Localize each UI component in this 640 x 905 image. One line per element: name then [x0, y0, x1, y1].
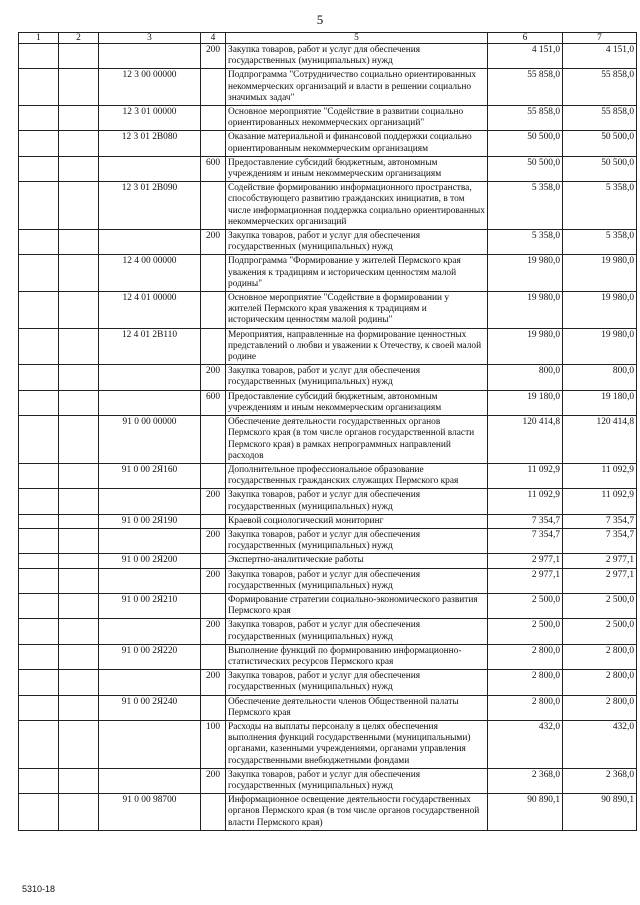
cell-description: Закупка товаров, работ и услуг для обеспечения государственных (муниципальных) нужд	[226, 44, 488, 69]
cell-section	[19, 255, 59, 292]
table-row	[19, 365, 637, 390]
cell-expense-type: 200	[201, 768, 226, 793]
column-header: 7	[563, 33, 637, 44]
cell-section	[19, 156, 59, 181]
cell-expense-type	[201, 695, 226, 720]
table-row	[19, 230, 637, 255]
cell-subsection	[59, 528, 99, 553]
cell-subsection	[59, 768, 99, 793]
cell-amount-year-1: 5 358,0	[488, 182, 563, 230]
cell-amount-year-1: 2 977,1	[488, 554, 563, 568]
page-number: 5	[316, 12, 324, 27]
cell-target-article	[99, 489, 201, 514]
table-row	[19, 670, 637, 695]
cell-description: Закупка товаров, работ и услуг для обеспечения государственных (муниципальных) нужд	[226, 768, 488, 793]
table-row	[19, 416, 637, 464]
table-row	[19, 106, 637, 131]
cell-target-article: 91 0 00 98700	[99, 794, 201, 831]
table-row	[19, 156, 637, 181]
cell-subsection	[59, 593, 99, 618]
cell-subsection	[59, 255, 99, 292]
table-row	[19, 554, 637, 568]
cell-expense-type	[201, 182, 226, 230]
cell-expense-type	[201, 255, 226, 292]
cell-expense-type	[201, 131, 226, 156]
cell-description: Краевой социологический мониторинг	[226, 514, 488, 528]
cell-amount-year-1: 19 980,0	[488, 292, 563, 329]
cell-section	[19, 593, 59, 618]
table-header-row	[19, 33, 637, 44]
cell-description: Информационное освещение деятельности государственных органов Пермского края (в том числе органов государственной власти Пермского края)	[226, 794, 488, 831]
cell-section	[19, 292, 59, 329]
cell-expense-type	[201, 463, 226, 488]
cell-description: Дополнительное профессиональное образование государственных гражданских служащих Пермского края	[226, 463, 488, 488]
cell-target-article	[99, 720, 201, 768]
cell-description: Закупка товаров, работ и услуг для обеспечения государственных (муниципальных) нужд	[226, 619, 488, 644]
cell-target-article	[99, 768, 201, 793]
table-row	[19, 390, 637, 415]
cell-amount-year-2: 432,0	[563, 720, 637, 768]
cell-amount-year-1: 7 354,7	[488, 514, 563, 528]
cell-amount-year-2: 19 980,0	[563, 328, 637, 365]
cell-amount-year-1: 2 800,0	[488, 670, 563, 695]
cell-description: Основное мероприятие "Содействие в формировании у жителей Пермского края уважения к традициям и историческим ценностям малой родины"	[226, 292, 488, 329]
cell-section	[19, 695, 59, 720]
cell-target-article: 91 0 00 2Я220	[99, 644, 201, 669]
cell-amount-year-1: 2 800,0	[488, 644, 563, 669]
cell-expense-type: 200	[201, 489, 226, 514]
cell-description: Обеспечение деятельности государственных органов Пермского края (в том числе органов государственной власти Пермского края) в рамках непрограммных направлений расходов	[226, 416, 488, 464]
table-row	[19, 489, 637, 514]
column-header: 5	[226, 33, 488, 44]
cell-amount-year-2: 2 977,1	[563, 568, 637, 593]
cell-subsection	[59, 720, 99, 768]
cell-section	[19, 106, 59, 131]
cell-amount-year-2: 120 414,8	[563, 416, 637, 464]
cell-amount-year-1: 19 980,0	[488, 328, 563, 365]
cell-expense-type	[201, 514, 226, 528]
cell-amount-year-1: 7 354,7	[488, 528, 563, 553]
cell-subsection	[59, 230, 99, 255]
cell-amount-year-1: 120 414,8	[488, 416, 563, 464]
cell-amount-year-2: 5 358,0	[563, 230, 637, 255]
cell-subsection	[59, 292, 99, 329]
cell-amount-year-1: 2 977,1	[488, 568, 563, 593]
cell-subsection	[59, 489, 99, 514]
cell-subsection	[59, 670, 99, 695]
cell-subsection	[59, 568, 99, 593]
table-row	[19, 528, 637, 553]
cell-description: Подпрограмма "Формирование у жителей Пермского края уважения к традициям и историческим ценностям малой родины"	[226, 255, 488, 292]
cell-amount-year-1: 2 500,0	[488, 593, 563, 618]
cell-target-article: 91 0 00 2Я240	[99, 695, 201, 720]
cell-section	[19, 69, 59, 106]
cell-target-article	[99, 230, 201, 255]
column-header: 6	[488, 33, 563, 44]
cell-section	[19, 365, 59, 390]
cell-section	[19, 514, 59, 528]
cell-section	[19, 720, 59, 768]
cell-subsection	[59, 554, 99, 568]
cell-section	[19, 644, 59, 669]
cell-amount-year-1: 90 890,1	[488, 794, 563, 831]
cell-expense-type	[201, 593, 226, 618]
cell-target-article	[99, 156, 201, 181]
cell-expense-type	[201, 328, 226, 365]
cell-section	[19, 44, 59, 69]
cell-amount-year-1: 19 180,0	[488, 390, 563, 415]
cell-subsection	[59, 365, 99, 390]
cell-subsection	[59, 619, 99, 644]
cell-section	[19, 489, 59, 514]
cell-subsection	[59, 514, 99, 528]
cell-expense-type: 600	[201, 156, 226, 181]
cell-subsection	[59, 463, 99, 488]
cell-target-article: 12 3 01 2В080	[99, 131, 201, 156]
cell-subsection	[59, 106, 99, 131]
table-row	[19, 328, 637, 365]
budget-table	[18, 32, 637, 831]
column-header: 2	[59, 33, 99, 44]
table-row	[19, 568, 637, 593]
cell-target-article: 12 3 01 00000	[99, 106, 201, 131]
cell-description: Закупка товаров, работ и услуг для обеспечения государственных (муниципальных) нужд	[226, 365, 488, 390]
cell-target-article	[99, 619, 201, 644]
cell-description: Закупка товаров, работ и услуг для обеспечения государственных (муниципальных) нужд	[226, 489, 488, 514]
cell-section	[19, 794, 59, 831]
cell-section	[19, 230, 59, 255]
cell-amount-year-1: 432,0	[488, 720, 563, 768]
cell-section	[19, 390, 59, 415]
cell-description: Формирование стратегии социально-экономического развития Пермского края	[226, 593, 488, 618]
cell-target-article	[99, 44, 201, 69]
column-header: 3	[99, 33, 201, 44]
cell-amount-year-2: 7 354,7	[563, 528, 637, 553]
cell-amount-year-1: 800,0	[488, 365, 563, 390]
cell-expense-type: 200	[201, 568, 226, 593]
table-row	[19, 619, 637, 644]
cell-amount-year-2: 5 358,0	[563, 182, 637, 230]
cell-expense-type	[201, 644, 226, 669]
cell-amount-year-1: 11 092,9	[488, 489, 563, 514]
cell-expense-type: 200	[201, 619, 226, 644]
cell-expense-type: 200	[201, 230, 226, 255]
cell-target-article: 91 0 00 2Я200	[99, 554, 201, 568]
cell-amount-year-2: 7 354,7	[563, 514, 637, 528]
cell-amount-year-2: 50 500,0	[563, 131, 637, 156]
cell-section	[19, 463, 59, 488]
cell-amount-year-2: 2 800,0	[563, 644, 637, 669]
table-row	[19, 44, 637, 69]
table-row	[19, 292, 637, 329]
cell-amount-year-1: 2 500,0	[488, 619, 563, 644]
cell-amount-year-2: 2 977,1	[563, 554, 637, 568]
table-row	[19, 131, 637, 156]
cell-target-article: 91 0 00 2Я190	[99, 514, 201, 528]
cell-description: Основное мероприятие "Содействие в развитии социально ориентированных некоммерческих организаций"	[226, 106, 488, 131]
cell-target-article	[99, 568, 201, 593]
cell-target-article: 12 3 00 00000	[99, 69, 201, 106]
table-row	[19, 768, 637, 793]
cell-section	[19, 528, 59, 553]
cell-amount-year-2: 2 800,0	[563, 695, 637, 720]
cell-amount-year-2: 2 500,0	[563, 619, 637, 644]
cell-expense-type: 100	[201, 720, 226, 768]
cell-subsection	[59, 794, 99, 831]
cell-target-article	[99, 390, 201, 415]
cell-amount-year-2: 2 500,0	[563, 593, 637, 618]
table-row	[19, 720, 637, 768]
cell-description: Закупка товаров, работ и услуг для обеспечения государственных (муниципальных) нужд	[226, 230, 488, 255]
cell-description: Подпрограмма "Сотрудничество социально ориентированных некоммерческих организаций и власти в решении социально значимых задач"	[226, 69, 488, 106]
cell-target-article: 91 0 00 2Я210	[99, 593, 201, 618]
cell-amount-year-2: 11 092,9	[563, 463, 637, 488]
cell-target-article: 12 4 01 2В110	[99, 328, 201, 365]
cell-target-article: 91 0 00 2Я160	[99, 463, 201, 488]
cell-amount-year-1: 50 500,0	[488, 156, 563, 181]
cell-amount-year-1: 55 858,0	[488, 69, 563, 106]
cell-description: Экспертно-аналитические работы	[226, 554, 488, 568]
cell-description: Содействие формированию информационного пространства, способствующего развитию гражданских инициатив, в том числе информационная поддержка социально ориентированных некоммерческих организаций	[226, 182, 488, 230]
table-row	[19, 794, 637, 831]
cell-amount-year-1: 50 500,0	[488, 131, 563, 156]
cell-section	[19, 768, 59, 793]
cell-target-article: 12 3 01 2В090	[99, 182, 201, 230]
cell-expense-type	[201, 292, 226, 329]
cell-description: Расходы на выплаты персоналу в целях обеспечения выполнения функций государственными (муниципальными) органами, казенными учреждениями, органами управления государственными внебюджетными фондами	[226, 720, 488, 768]
cell-section	[19, 568, 59, 593]
cell-amount-year-2: 2 368,0	[563, 768, 637, 793]
cell-section	[19, 619, 59, 644]
cell-description: Закупка товаров, работ и услуг для обеспечения государственных (муниципальных) нужд	[226, 670, 488, 695]
cell-section	[19, 328, 59, 365]
document-code: 5310-18	[22, 884, 56, 894]
cell-amount-year-1: 5 358,0	[488, 230, 563, 255]
cell-expense-type: 200	[201, 670, 226, 695]
cell-amount-year-2: 19 180,0	[563, 390, 637, 415]
cell-amount-year-2: 2 800,0	[563, 670, 637, 695]
cell-expense-type: 600	[201, 390, 226, 415]
cell-expense-type	[201, 106, 226, 131]
cell-subsection	[59, 182, 99, 230]
cell-target-article: 12 4 00 00000	[99, 255, 201, 292]
table-row	[19, 593, 637, 618]
cell-section	[19, 554, 59, 568]
cell-amount-year-2: 800,0	[563, 365, 637, 390]
cell-section	[19, 131, 59, 156]
cell-target-article	[99, 528, 201, 553]
cell-subsection	[59, 644, 99, 669]
cell-expense-type: 200	[201, 365, 226, 390]
cell-description: Мероприятия, направленные на формирование ценностных представлений о любви и уважении к Отечеству, к своей малой родине	[226, 328, 488, 365]
column-header: 1	[19, 33, 59, 44]
table-row	[19, 69, 637, 106]
cell-expense-type	[201, 794, 226, 831]
cell-section	[19, 182, 59, 230]
cell-expense-type: 200	[201, 528, 226, 553]
cell-subsection	[59, 390, 99, 415]
cell-subsection	[59, 695, 99, 720]
cell-expense-type	[201, 69, 226, 106]
cell-amount-year-1: 2 368,0	[488, 768, 563, 793]
cell-subsection	[59, 416, 99, 464]
cell-expense-type	[201, 554, 226, 568]
cell-amount-year-1: 2 800,0	[488, 695, 563, 720]
cell-amount-year-2: 50 500,0	[563, 156, 637, 181]
table-row	[19, 463, 637, 488]
cell-description: Обеспечение деятельности членов Общественной палаты Пермского края	[226, 695, 488, 720]
cell-target-article: 91 0 00 00000	[99, 416, 201, 464]
cell-target-article: 12 4 01 00000	[99, 292, 201, 329]
column-header: 4	[201, 33, 226, 44]
cell-amount-year-1: 4 151,0	[488, 44, 563, 69]
table-row	[19, 255, 637, 292]
table-row	[19, 514, 637, 528]
cell-amount-year-2: 19 980,0	[563, 255, 637, 292]
cell-description: Оказание материальной и финансовой поддержки социально ориентированным некоммерческим организациям	[226, 131, 488, 156]
table-row	[19, 695, 637, 720]
cell-subsection	[59, 328, 99, 365]
cell-expense-type: 200	[201, 44, 226, 69]
cell-description: Закупка товаров, работ и услуг для обеспечения государственных (муниципальных) нужд	[226, 568, 488, 593]
cell-subsection	[59, 156, 99, 181]
cell-amount-year-2: 4 151,0	[563, 44, 637, 69]
cell-amount-year-2: 90 890,1	[563, 794, 637, 831]
cell-amount-year-2: 11 092,9	[563, 489, 637, 514]
table-row	[19, 644, 637, 669]
cell-expense-type	[201, 416, 226, 464]
cell-subsection	[59, 44, 99, 69]
table-row	[19, 182, 637, 230]
cell-description: Выполнение функций по формированию информационно-статистических ресурсов Пермского края	[226, 644, 488, 669]
cell-target-article	[99, 365, 201, 390]
cell-amount-year-1: 55 858,0	[488, 106, 563, 131]
cell-description: Предоставление субсидий бюджетным, автономным учреждениям и иным некоммерческим организациям	[226, 390, 488, 415]
cell-section	[19, 416, 59, 464]
cell-amount-year-1: 11 092,9	[488, 463, 563, 488]
cell-target-article	[99, 670, 201, 695]
cell-subsection	[59, 69, 99, 106]
cell-description: Предоставление субсидий бюджетным, автономным учреждениям и иным некоммерческим организациям	[226, 156, 488, 181]
cell-amount-year-2: 55 858,0	[563, 106, 637, 131]
table-body	[19, 44, 637, 831]
cell-amount-year-2: 19 980,0	[563, 292, 637, 329]
cell-section	[19, 670, 59, 695]
cell-amount-year-2: 55 858,0	[563, 69, 637, 106]
cell-amount-year-1: 19 980,0	[488, 255, 563, 292]
cell-subsection	[59, 131, 99, 156]
cell-description: Закупка товаров, работ и услуг для обеспечения государственных (муниципальных) нужд	[226, 528, 488, 553]
